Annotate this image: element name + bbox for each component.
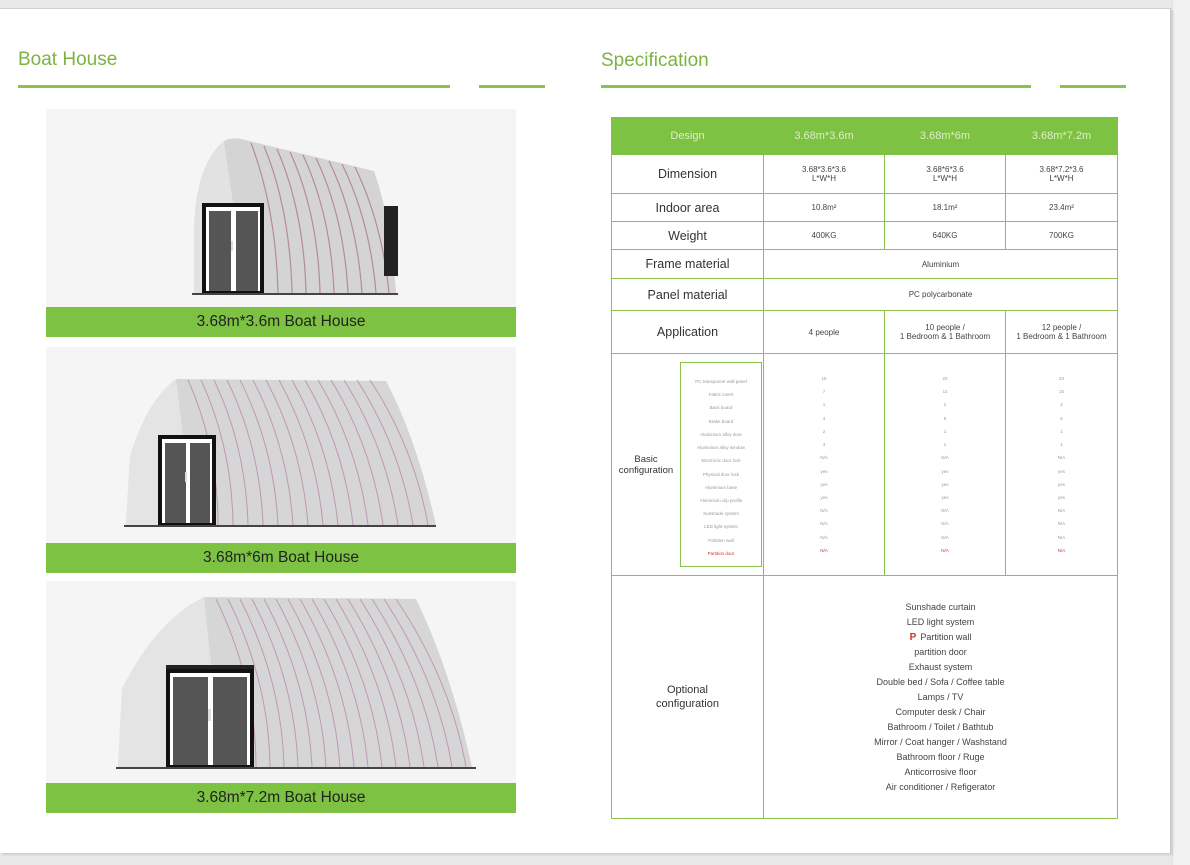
optional-item: Air conditioner / Refigerator	[885, 781, 996, 792]
list-item: 1	[943, 428, 947, 434]
list-item: 4	[822, 415, 826, 421]
optional-item: Double bed / Sofa / Coffee table	[876, 676, 1005, 687]
list-item: 2	[822, 428, 826, 434]
list-item: N/A	[1057, 455, 1066, 461]
list-item: N/A	[820, 547, 828, 553]
list-item: 1	[1060, 428, 1063, 434]
list-item: Electronic door lock	[701, 458, 741, 464]
list-item: Aluminium alloy door	[700, 431, 742, 437]
window-edge	[1172, 0, 1190, 865]
list-item: Partition wall	[708, 537, 734, 543]
header-col-1: 3.68m*3.6m	[764, 118, 885, 155]
list-item: 3	[822, 442, 826, 448]
optional-item: Mirror / Coat hanger / Washstand	[874, 736, 1007, 747]
list-item: yes	[820, 468, 828, 474]
basic-configuration-cell	[612, 354, 764, 576]
title-rule-right-short	[1060, 85, 1126, 88]
indoor-area-label: Indoor area	[612, 194, 764, 222]
list-item: yes	[1057, 481, 1065, 487]
title-rule-left	[18, 85, 450, 88]
list-item: yes	[941, 468, 949, 474]
list-item: Back board	[709, 405, 733, 411]
optional-item: Computer desk / Chair	[895, 706, 986, 717]
list-item: N/A	[820, 521, 828, 527]
basic-col-1	[764, 354, 885, 576]
list-item: 15	[1058, 389, 1064, 395]
table-header-row	[612, 118, 1118, 155]
indoor-area-value: 18.1m²	[885, 194, 1006, 222]
list-item: Sunshade system	[703, 511, 739, 517]
caption-1: 3.68m*3.6m Boat House	[46, 307, 516, 337]
header-design: Design	[612, 118, 764, 155]
frame-material-value: Aluminium	[764, 250, 1118, 279]
weight-value: 700KG	[1006, 222, 1118, 250]
list-item: N/A	[941, 455, 949, 461]
header-col-3: 3.68m*7.2m	[1006, 118, 1118, 155]
list-item: PC transparent wall panel	[695, 379, 747, 385]
list-item: 1	[822, 402, 826, 408]
list-item: 23	[1058, 376, 1064, 382]
dimension-value: 3.68*3.6*3.6 L*W*H	[764, 155, 885, 194]
list-item: 7	[822, 389, 826, 395]
optional-item: Bathroom / Toilet / Bathtub	[887, 721, 994, 732]
specification-title: Specification	[601, 50, 709, 71]
list-item: N/A	[820, 534, 828, 540]
caption-3: 3.68m*7.2m Boat House	[46, 783, 516, 813]
dimension-value: 3.68*7.2*3.6 L*W*H	[1006, 155, 1118, 194]
list-item: yes	[820, 481, 828, 487]
indoor-area-row	[612, 194, 1118, 222]
list-item: yes	[820, 494, 828, 500]
optional-item: Exhaust system	[908, 661, 973, 672]
basic-col-3	[1006, 354, 1118, 576]
frame-material-row	[612, 250, 1118, 279]
list-item: 2	[1060, 402, 1063, 408]
application-row	[612, 311, 1118, 354]
list-item: 11	[942, 389, 948, 395]
specification-table	[611, 117, 1118, 819]
weight-value: 640KG	[885, 222, 1006, 250]
basic-items-list	[681, 375, 761, 560]
optional-item: Lamps / TV	[917, 691, 964, 702]
brochure-page	[0, 8, 1171, 853]
list-item: LED light system	[704, 524, 738, 530]
list-item: N/A	[1057, 547, 1066, 553]
application-value: 10 people / 1 Bedroom & 1 Bathroom	[885, 311, 1006, 354]
list-item: N/A	[1057, 534, 1066, 540]
basic-items-box	[680, 362, 762, 567]
list-item: N/A	[820, 455, 828, 461]
list-item: Aluminium clip profile	[699, 497, 743, 503]
dimension-value: 3.68*6*3.6 L*W*H	[885, 155, 1006, 194]
title-rule-right	[601, 85, 1031, 88]
list-item: 16	[821, 376, 827, 382]
dimension-label: Dimension	[612, 155, 764, 194]
optional-configuration-row	[612, 576, 1118, 819]
optional-item: partition door	[914, 646, 967, 657]
list-item: Brake board	[708, 418, 734, 424]
list-item: N/A	[941, 534, 949, 540]
optional-item: Sunshade curtain	[905, 601, 976, 612]
basic-col-2	[885, 354, 1006, 576]
list-item: 2	[943, 402, 947, 408]
weight-label: Weight	[612, 222, 764, 250]
list-item: 22	[942, 376, 948, 382]
application-value: 12 people / 1 Bedroom & 1 Bathroom	[1006, 311, 1118, 354]
list-item: yes	[941, 481, 949, 487]
header-col-2: 3.68m*6m	[885, 118, 1006, 155]
list-item: N/A	[941, 508, 949, 514]
boat-house-photo-1	[46, 109, 516, 307]
weight-value: 400KG	[764, 222, 885, 250]
optional-item: LED light system	[906, 616, 975, 627]
optional-item: Bathroom floor / Ruge	[896, 751, 985, 762]
list-item: Fabric insert	[708, 392, 734, 398]
optional-configuration-label: Optional configuration	[612, 576, 764, 819]
list-item: yes	[1057, 494, 1065, 500]
indoor-area-value: 10.8m²	[764, 194, 885, 222]
list-item: N/A	[941, 547, 949, 553]
list-item: 6	[1060, 415, 1063, 421]
list-item: 5	[943, 415, 947, 421]
panel-material-label: Panel material	[612, 279, 764, 311]
frame-material-label: Frame material	[612, 250, 764, 279]
boat-house-title: Boat House	[18, 49, 118, 70]
list-item: N/A	[820, 508, 828, 514]
basic-configuration-row	[612, 354, 1118, 576]
optional-item: P Partition wall	[909, 631, 972, 643]
partition-mark: P	[909, 631, 917, 643]
list-item: N/A	[1057, 521, 1066, 527]
boat-house-photo-3	[46, 581, 516, 783]
basic-configuration-label: Basic configuration	[618, 453, 674, 476]
optional-item: Anticorrosive floor	[904, 766, 977, 777]
caption-2: 3.68m*6m Boat House	[46, 543, 516, 573]
list-item: Physical door lock	[702, 471, 740, 477]
list-item: N/A	[1057, 508, 1066, 514]
panel-material-value: PC polycarbonate	[764, 279, 1118, 311]
title-rule-left-short	[479, 85, 545, 88]
panel-material-row	[612, 279, 1118, 311]
list-item: 1	[1060, 442, 1063, 448]
indoor-area-value: 23.4m²	[1006, 194, 1118, 222]
boat-house-photo-2	[46, 347, 516, 543]
list-item: Aluminium base	[704, 484, 737, 490]
application-label: Application	[612, 311, 764, 354]
application-value: 4 people	[764, 311, 885, 354]
list-item: yes	[941, 494, 949, 500]
list-item: N/A	[941, 521, 949, 527]
dimension-row	[612, 155, 1118, 194]
list-item: yes	[1057, 468, 1065, 474]
list-item: Aluminium alloy window	[697, 445, 745, 451]
optional-configuration-list	[764, 576, 1118, 819]
list-item: Partition door	[707, 550, 735, 556]
weight-row	[612, 222, 1118, 250]
list-item: 1	[943, 442, 947, 448]
